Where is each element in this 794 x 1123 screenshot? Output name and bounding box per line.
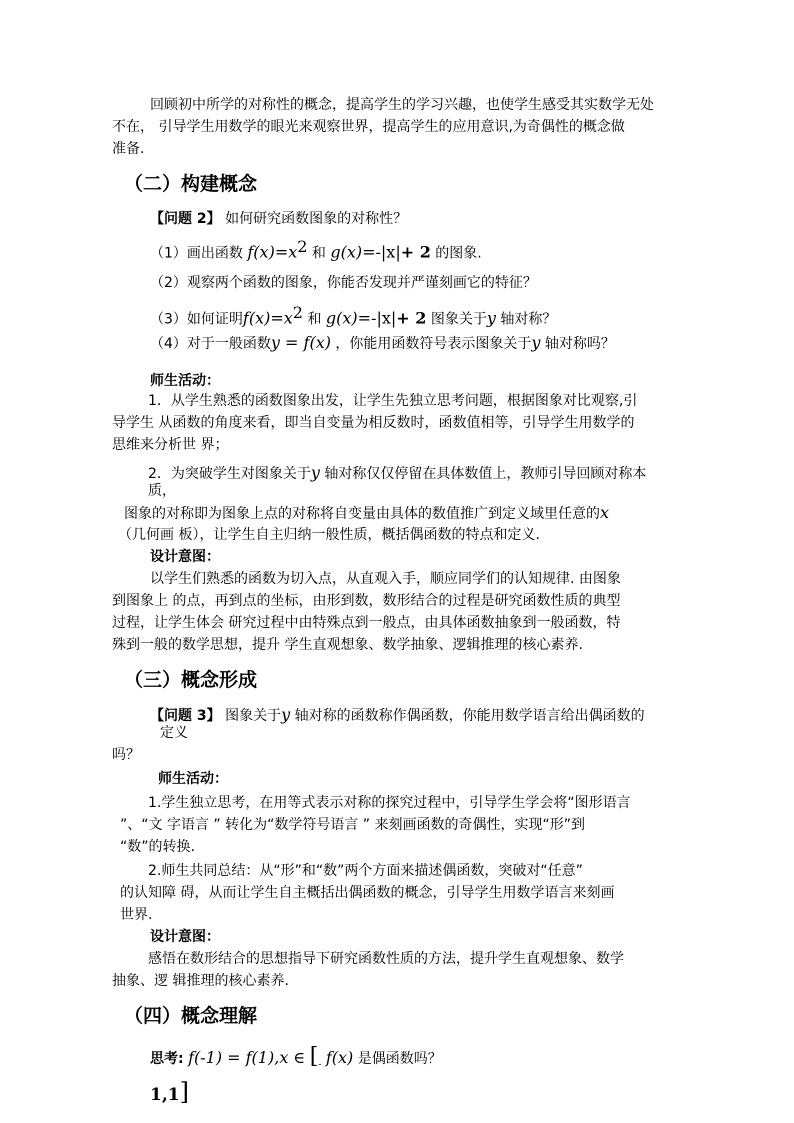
item-4-lead: （4）对于一般函数 <box>150 336 271 352</box>
item-3 <box>150 304 556 329</box>
activity-2-tail: 轴对称仅仅停留在具体数值上，教师引导回顾对称本 <box>324 466 647 482</box>
section-heading-understanding: （四）概念理解 <box>124 1005 258 1027</box>
section-heading-formation: （三）概念形成 <box>124 669 258 691</box>
math-x-in: x ∈ <box>279 1048 306 1067</box>
math-f-of-x: f(x) <box>242 308 271 328</box>
math-equals: = <box>270 308 284 328</box>
math-x: x <box>283 308 293 328</box>
intro-line-2: 不在， 引导学生用数学的眼光来观察世界，提高学生的应用意识,为奇偶性的概念做 <box>112 119 625 135</box>
activity-2-lead: 2．为突破学生对图象关于 <box>148 466 311 482</box>
activity-1-line-1: 1．从学生熟悉的函数图象出发，让学生先独立思考问题，根据图象对比观察,引 <box>148 393 638 409</box>
math-right-bracket: ] <box>179 1078 189 1106</box>
activity-label: 师生活动： <box>150 373 220 389</box>
s3-activity-1-line-2: ”、“文 字语言 ” 转化为“数学符号语言 ” 来刻画函数的奇偶性，实现“形”到 <box>120 817 586 833</box>
activity-2-line-1 <box>148 464 646 483</box>
question-tag: 【问题 2】 <box>150 211 221 227</box>
item-2: （2）观察两个函数的图象，你能否发现并严谨刻画它的特征？ <box>150 275 537 291</box>
design-label: 设计意图： <box>150 929 220 945</box>
math-equals: = <box>274 242 289 262</box>
s3-design-line-2: 抽象、逻 辑推理的核心素养. <box>112 973 289 989</box>
math-exponent: 2 <box>292 303 303 322</box>
s3-design-line-1: 感悟在数形结合的思想指导下研究函数性质的方法，提升学生直观想象、数学 <box>148 951 624 967</box>
s3-activity-2-line-2: 的认知障 碍，从而让学生自主概括出偶函数的概念，引导学生用数学语言来刻画 <box>120 885 615 901</box>
activity-label: 师生活动： <box>158 771 228 787</box>
activity-2-line-4: （几何画 板），让学生自主归纳一般性质，概括偶函数的特点和定义. <box>118 527 540 543</box>
s3-activity-2-line-1: 2.师生共同总结：从“形”和“数”两个方面来描述偶函数，突破对“任意” <box>148 863 583 879</box>
design-line-1: 以学生们熟悉的函数为切入点，从直观入手，顺应同学们的认知规律. 由图象 <box>150 571 621 587</box>
item-4-mid: ，你能用函数符号表示图象关于 <box>335 336 532 352</box>
activity-1-line-2: 导学生 从函数的角度来看，即当自变量为相反数时，函数值相等，引导学生用数学的 <box>112 415 635 431</box>
math-g-of-x: g(x) <box>325 308 358 328</box>
math-exponent: 2 <box>297 237 308 256</box>
item-3-mid: 图象关于 <box>430 311 487 328</box>
think-tail: 是偶函数吗？ <box>353 1051 442 1067</box>
math-plus-2: + 2 <box>400 242 431 262</box>
design-label: 设计意图： <box>150 549 220 565</box>
intro-line-1: 回顾初中所学的对称性的概念，提高学生的学习兴趣，也使学生感受其实数学无处 <box>150 97 654 113</box>
activity-2-line-3 <box>124 504 609 523</box>
math-y-equals-fx: y = f(x) <box>270 333 331 352</box>
math-equals-neg: =- <box>357 308 377 328</box>
design-line-2: 到图象上 的点，再到点的坐标，由形到数，数形结合的过程是研究函数性质的典型 <box>112 593 621 609</box>
interval-line <box>150 1080 189 1108</box>
math-left-bracket: [ <box>309 1044 319 1069</box>
math-f-of-x: f(x) <box>325 1048 354 1067</box>
item-1-tail: 的图象. <box>435 245 482 262</box>
math-x: x <box>600 503 610 522</box>
question-3-tail: 轴对称的函数称作偶函数，你能用数学语言给出偶函数的 <box>294 708 645 724</box>
question-3-line-3: 吗？ <box>112 747 140 763</box>
math-f-minus-1-equals-f-1: f(-1) = f(1), <box>188 1048 280 1067</box>
item-4-tail: 轴对称吗？ <box>544 336 615 352</box>
math-f-of-x: f(x) <box>247 242 275 262</box>
math-x: x <box>288 242 298 262</box>
question-2 <box>150 210 407 228</box>
math-y: y <box>281 705 291 724</box>
item-3-lead: （3）如何证明 <box>150 311 243 328</box>
math-abs-x: |x| <box>376 308 397 328</box>
s3-activity-1-line-3: “数”的转换. <box>120 839 195 855</box>
activity-2-line-3-text: 图象的对称即为图象上点的对称将自变量由具体的数值推广到定义域里任意的 <box>124 506 600 522</box>
item-1-lead: （1）画出函数 <box>150 245 243 262</box>
intro-line-3: 准备. <box>112 141 145 157</box>
math-plus-2: + 2 <box>396 308 427 328</box>
math-equals-neg: =- <box>362 242 381 262</box>
math-minus: - <box>318 1060 322 1070</box>
question-3-line-2: 定义 <box>160 725 188 741</box>
section-heading-construct: （二）构建概念 <box>124 173 258 195</box>
activity-1-line-3: 思维来分析世 界； <box>112 437 229 453</box>
question-tag: 【问题 3】 <box>150 708 221 724</box>
math-y: y <box>531 333 541 352</box>
item-1 <box>150 238 482 263</box>
activity-2-line-2: 质， <box>148 483 176 499</box>
interval-end: 1,1 <box>150 1085 180 1105</box>
item-4 <box>150 334 615 353</box>
item-1-and: 和 <box>311 245 326 262</box>
design-line-3: 过程，让学生体会 研究过程中由特殊点到一般点，由具体函数抽象到一般函数，特 <box>112 615 621 631</box>
think-question <box>150 1046 442 1076</box>
item-3-tail: 轴对称？ <box>500 311 557 328</box>
question-3 <box>150 706 645 725</box>
item-3-and: 和 <box>307 311 322 328</box>
s3-activity-1-line-1: 1.学生独立思考，在用等式表示对称的探究过程中，引导学生学会将“图形语言 <box>148 795 631 811</box>
question-3-lead: 图象关于 <box>220 708 282 724</box>
think-label: 思考: <box>150 1051 184 1067</box>
question-text: 如何研究函数图象的对称性？ <box>220 211 408 227</box>
math-g-of-x: g(x) <box>330 242 363 262</box>
math-y: y <box>486 308 496 328</box>
math-abs-x: |x| <box>380 242 401 262</box>
design-line-4: 殊到一般的数学思想，提升 学生直观想象、数学抽象、逻辑推理的核心素养. <box>112 637 583 653</box>
s3-activity-2-line-3: 世界. <box>120 907 153 923</box>
math-y: y <box>310 463 320 482</box>
